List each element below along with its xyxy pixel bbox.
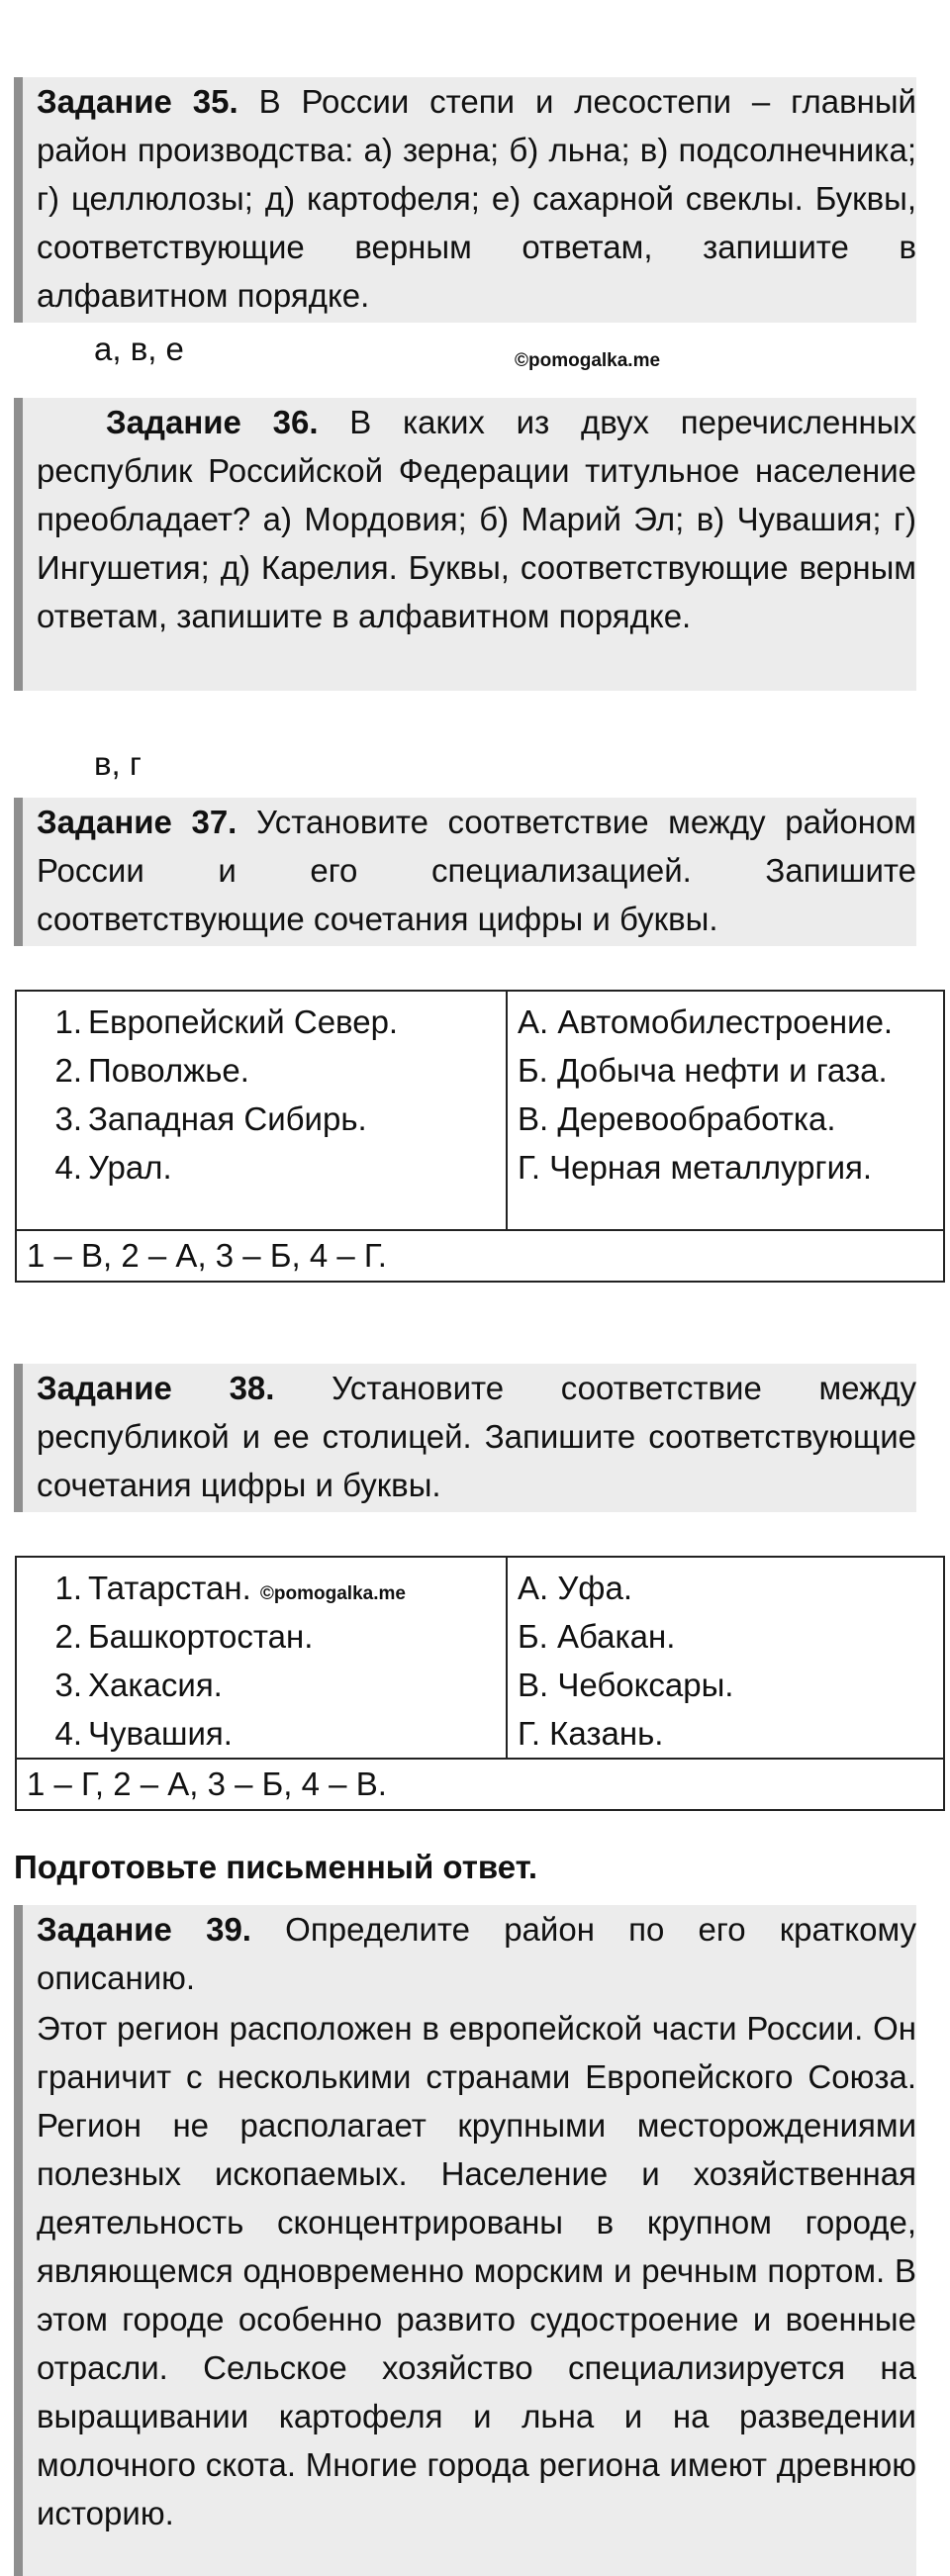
task-37-left-cell	[16, 991, 507, 1230]
section-heading: Подготовьте письменный ответ.	[14, 1849, 538, 1885]
list-item: 2. Поволжье.	[54, 1052, 249, 1089]
list-item: 4. Урал.	[54, 1149, 172, 1186]
task-35-answer: а, в, е	[94, 331, 184, 367]
list-item: 3. Западная Сибирь.	[54, 1100, 367, 1137]
task-38-left-cell	[16, 1557, 507, 1759]
list-item: Б. Добыча нефти и газа.	[518, 1052, 888, 1089]
list-item: 1. Татарстан. ©pomogalka.me	[54, 1570, 406, 1606]
list-item: А. Уфа.	[518, 1570, 632, 1606]
task-39-text: Определите район по его краткому описанию.	[37, 1911, 916, 1996]
list-item: Г. Черная металлургия.	[518, 1149, 873, 1186]
task-36-label: Задание 36.	[106, 404, 319, 440]
task-37-label: Задание 37.	[37, 804, 238, 840]
task-37	[14, 798, 916, 946]
list-item: 4. Чувашия.	[54, 1715, 233, 1752]
list-item: 3. Хакасия.	[54, 1667, 223, 1703]
task-35-text: В России степи и лесостепи – главный район производства: а) зерна; б) льна; в) подсолнечника; г) целлюлозы; д) картофеля; е) сахарной свеклы. Буквы, соответствующие верным ответам, запишите в алфавитном порядке.	[37, 83, 916, 314]
task-39	[14, 1905, 916, 2576]
list-item: 2. Башкортостан.	[54, 1618, 314, 1655]
task-38-answer: 1 – Г, 2 – А, 3 – Б, 4 – В.	[16, 1759, 944, 1810]
task-37-text: Установите соответствие между районом России и его специализацией. Запишите соответствующие сочетания цифры и буквы.	[37, 804, 916, 937]
task-38	[14, 1364, 916, 1512]
list-item: А. Автомобилестроение.	[518, 1003, 894, 1040]
watermark-1: ©pomogalka.me	[515, 350, 661, 371]
list-item: В. Деревообработка.	[518, 1100, 836, 1137]
task-36	[14, 398, 916, 691]
list-item: Б. Абакан.	[518, 1618, 676, 1655]
task-37-right-cell	[507, 991, 944, 1230]
task-36-answer: в, г	[94, 745, 142, 782]
watermark-2: ©pomogalka.me	[259, 1583, 406, 1604]
task-35-label: Задание 35.	[37, 83, 238, 120]
task-39-label: Задание 39.	[37, 1911, 251, 1948]
task-37-answer: 1 – В, 2 – А, 3 – Б, 4 – Г.	[16, 1230, 944, 1282]
list-item: 1. Европейский Север.	[54, 1003, 399, 1040]
task-38-table	[15, 1556, 945, 1811]
list-item: В. Чебоксары.	[518, 1667, 734, 1703]
task-36-text: В каких из двух перечисленных республик Российской Федерации титульное население преобладает? а) Мордовия; б) Марий Эл; в) Чувашия; г) Ингушетия; д) Карелия. Буквы, соответствующие верным ответам, запишите в алфавитном порядке.	[37, 404, 916, 634]
task-38-text: Установите соответствие между республикой и ее столицей. Запишите соответствующие сочетания цифры и буквы.	[37, 1370, 916, 1503]
task-39-body: Этот регион расположен в европейской части России. Он граничит с несколькими странами Европейского Союза. Регион не располагает крупными месторождениями полезных ископаемых. Население и хозяйственная деятельность сконцентрированы в крупном городе, являющемся одновременно морским и речным портом. В этом городе особенно развито судостроение и военные отрасли. Сельское хозяйство специализируется на выращивании картофеля и льна и на разведении молочного скота. Многие города региона имеют древнюю историю.	[37, 2010, 916, 2531]
task-35	[14, 77, 916, 323]
list-item: Г. Казань.	[518, 1715, 664, 1752]
task-37-table	[15, 990, 945, 1283]
task-38-right-cell	[507, 1557, 944, 1759]
task-38-label: Задание 38.	[37, 1370, 275, 1406]
